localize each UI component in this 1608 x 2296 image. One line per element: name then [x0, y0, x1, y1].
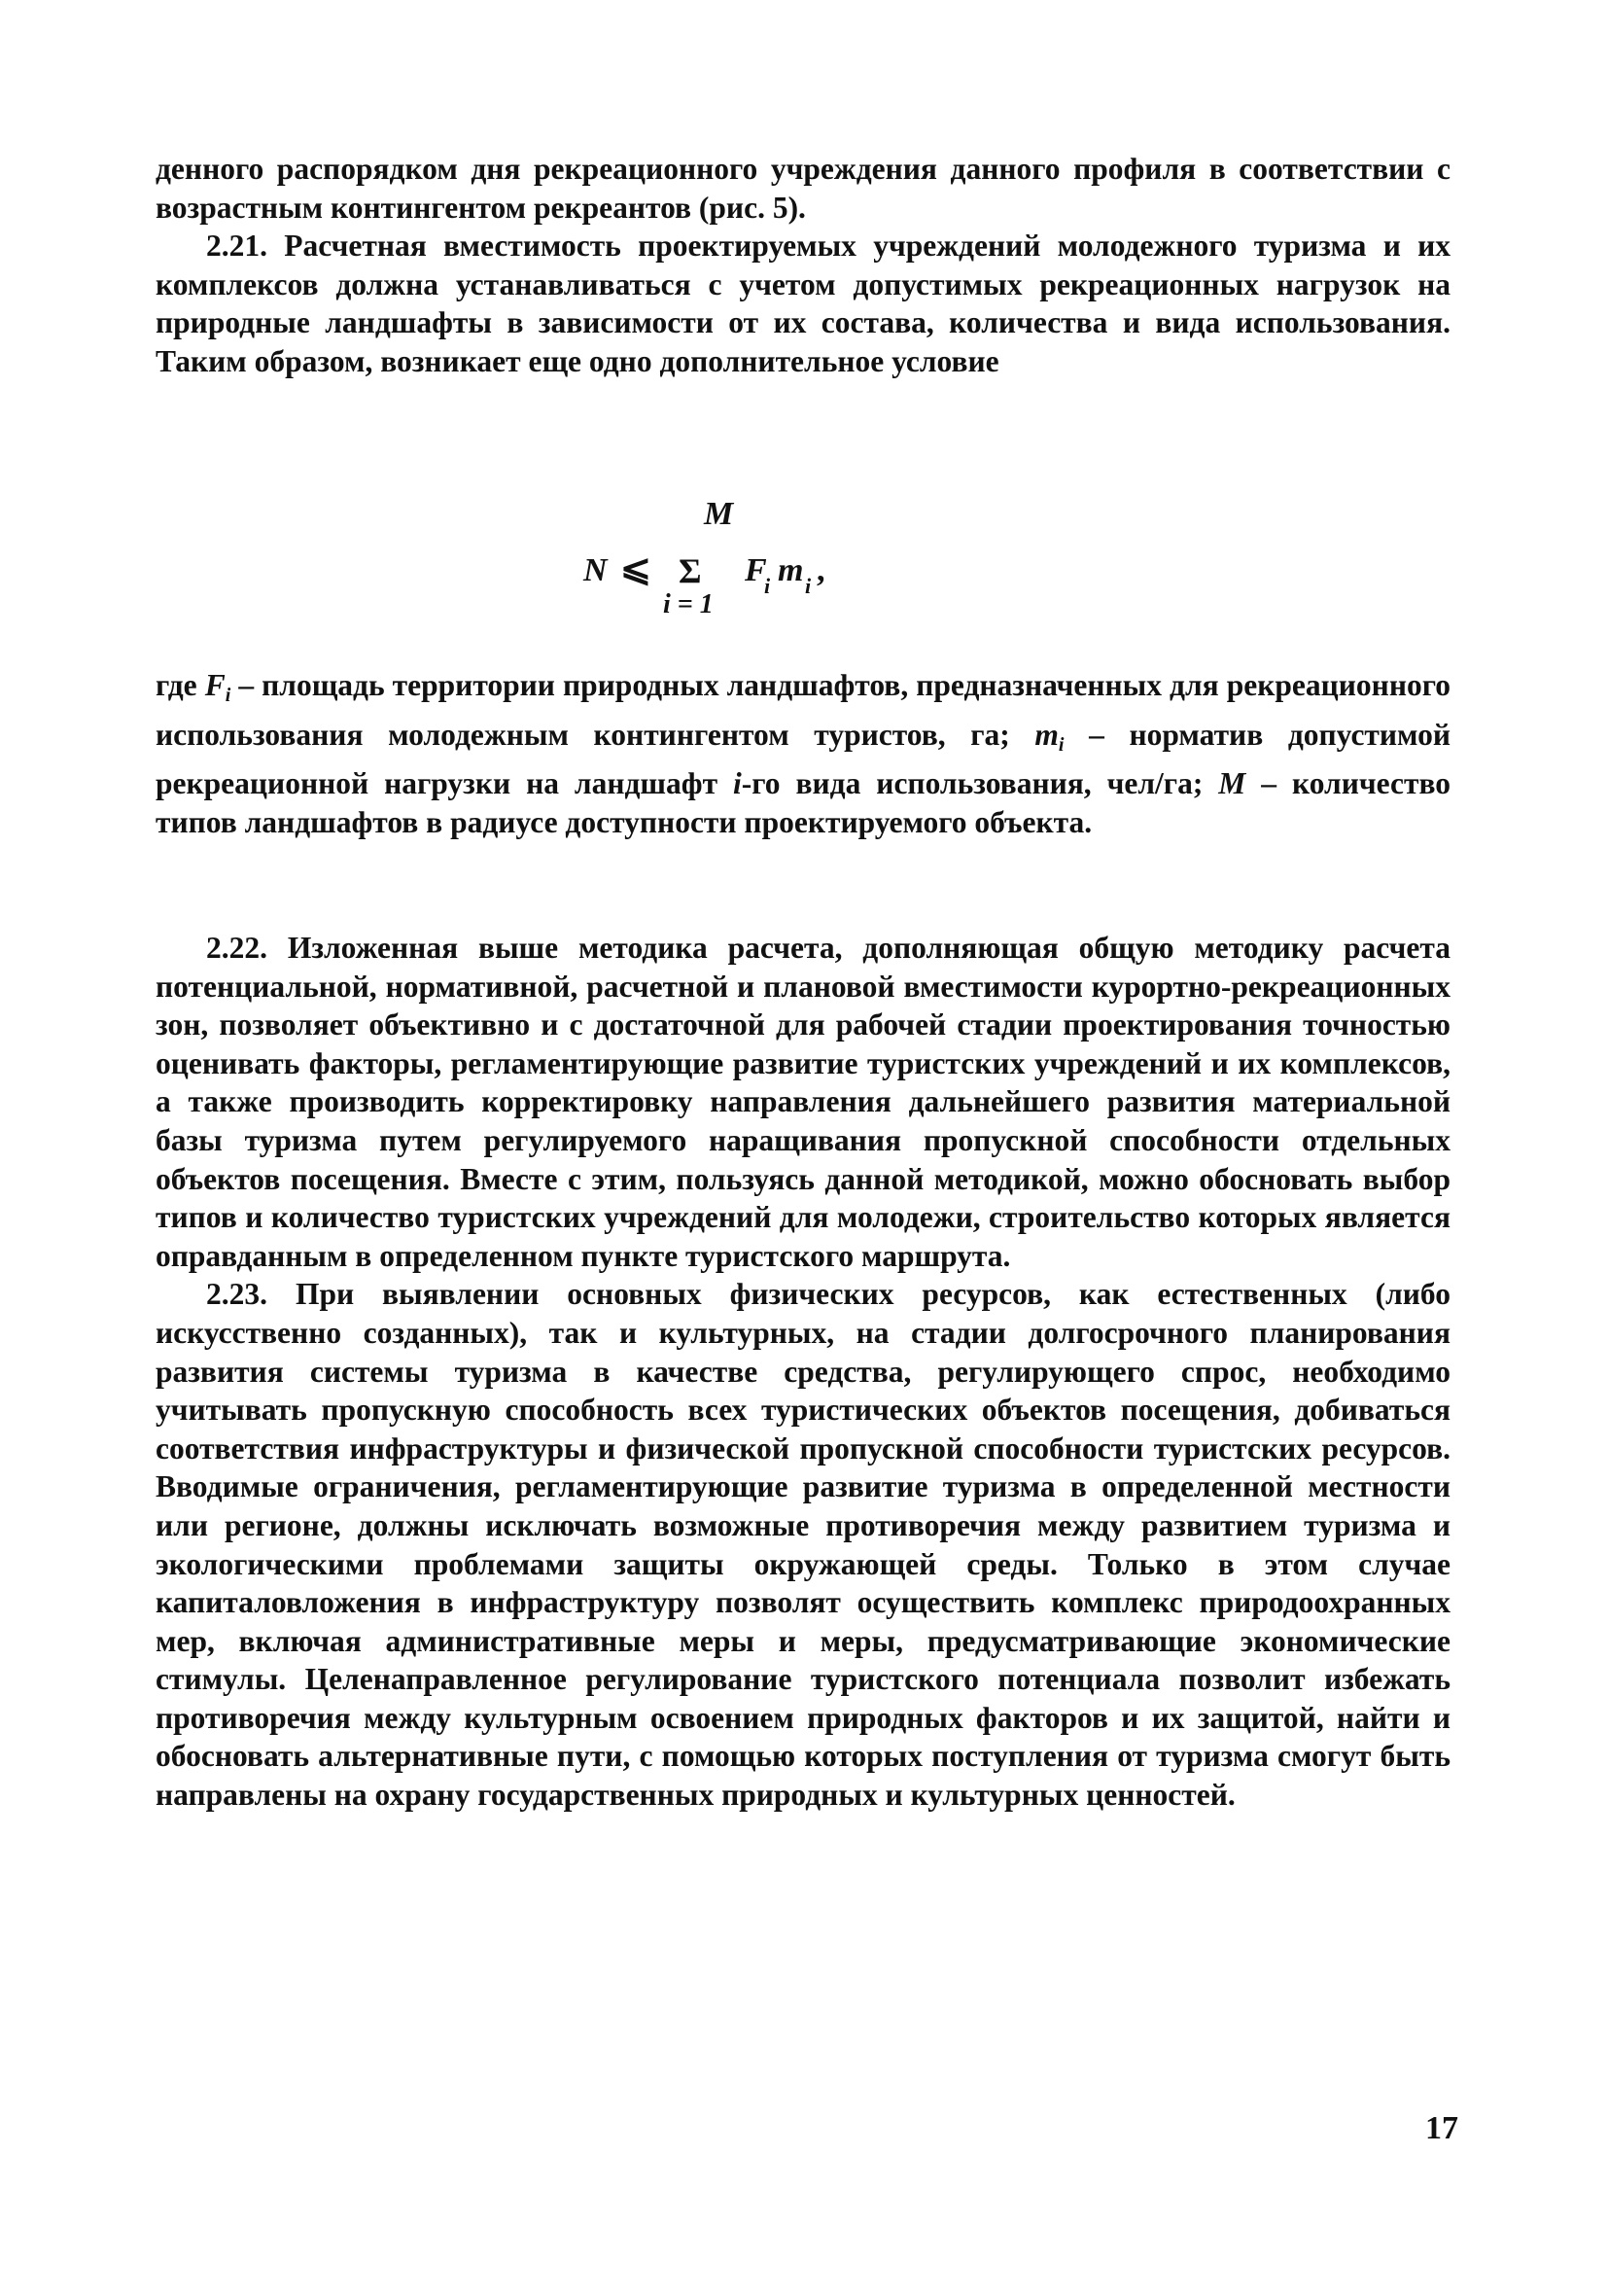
formula-m-subscript: i — [805, 574, 812, 598]
legend-paragraph — [156, 666, 1451, 841]
paragraph-number: 2.23. — [206, 1277, 267, 1312]
legend-m-subscript: i — [1058, 733, 1065, 756]
paragraph-text: При выявлении основных физических ресурсов, как естественных (либо искусственно созданных), так и культурных, на стадии долгосрочного планирования развития системы туризма в качестве средства, регулирующего спрос, необходимо учитывать пропускную способность всех туристических объектов посещения, добиваться соответствия инфраструктуры и физической пропускной способности туристских ресурсов. Вводимые ограничения, регламентирующие развитие туризма в определенной местности или регионе, должны исключать возможные противоречия между развитием туризма и экологическими проблемами защиты окружающей среды. Только в этом случае капиталовложения в инфраструктуру позволят осуществить комплекс природоохранных мер, включая административные меры и меры, предусматривающие экономические стимулы. Целенаправленное регулирование туристского потенциала позволит избежать противоречия между культурным освоением природных факторов и их защитой, найти и обосновать альтернативные пути, с помощью которых поступления от туризма смогут быть направлены на охрану государственных природных и культурных ценностей. — [156, 1277, 1451, 1813]
formula-lhs: N — [583, 552, 608, 588]
legend-i-letter: i — [733, 766, 742, 801]
formula-F-subscript: i — [764, 574, 771, 598]
paragraph-number: 2.22. — [206, 931, 267, 965]
formula-m: m — [778, 552, 804, 588]
paragraph-number: 2.21. — [206, 229, 267, 264]
legend-m-desc: – норматив допустимой рекреационной нагрузки на ландшафт — [156, 717, 1451, 801]
text-block-bottom — [156, 929, 1451, 1815]
legend-F-desc: – площадь территории природных ландшафтов, предназначенных для рекреационного использования молодежным контингентом туристов, га; — [156, 668, 1451, 752]
formula-comma: , — [817, 552, 825, 588]
legend-m-desc2: -го вида использования, чел/га; — [741, 766, 1219, 801]
paragraph-2-22 — [156, 929, 1451, 1275]
legend-M-symbol: M — [1218, 766, 1246, 801]
legend-m-symbol: m — [1034, 717, 1059, 752]
legend-where: где — [156, 668, 197, 702]
text-block-top — [156, 150, 1451, 381]
formula-legend — [156, 666, 1451, 841]
formula-sum-sign: Σ — [679, 551, 702, 590]
legend-F-subscript: i — [225, 685, 231, 706]
formula-F: F — [745, 552, 767, 588]
legend-F-symbol: F — [204, 668, 226, 702]
formula-lower-limit: i = 1 — [663, 589, 714, 619]
paragraph-2-21 — [156, 227, 1451, 380]
page-number: 17 — [1425, 2110, 1458, 2146]
paragraph-2-23 — [156, 1275, 1451, 1814]
paragraph-text: Расчетная вместимость проектируемых учреждений молодежного туризма и их комплексов должна устанавливаться с учетом допустимых рекреационных нагрузок на природные ландшафты в зависимости от их состава, количества и вида использования. Таким образом, возникает еще одно дополнительное условие — [156, 229, 1451, 378]
paragraph-continuation: денного распорядком дня рекреационного учреждения данного профиля в соответствии с возрастным контингентом рекреантов (рис. 5). — [156, 152, 1451, 225]
paragraph-text: Изложенная выше методика расчета, дополняющая общую методику расчета потенциальной, нормативной, расчетной и плановой вместимости курортно-рекреационных зон, позволяет объективно и с достаточной для рабочей стадии проектирования точностью оценивать факторы, регламентирующие развитие туристских учреждений и их комплексов, а также производить корректировку направления дальнейшего развития материальной базы туризма путем регулируемого наращивания пропускной способности отдельных объектов посещения. Вместе с этим, пользуясь данной методикой, можно обосновать выбор типов и количество туристских учреждений для молодежи, строительство которых является оправданным в определенном пункте туристского маршрута. — [156, 931, 1451, 1273]
capacity-formula — [583, 496, 894, 632]
legend-M-desc: – количество типов ландшафтов в радиусе доступности проектируемого объекта. — [156, 766, 1451, 839]
formula-upper-limit: M — [704, 496, 734, 532]
formula-relation: ⩽ — [620, 548, 651, 589]
